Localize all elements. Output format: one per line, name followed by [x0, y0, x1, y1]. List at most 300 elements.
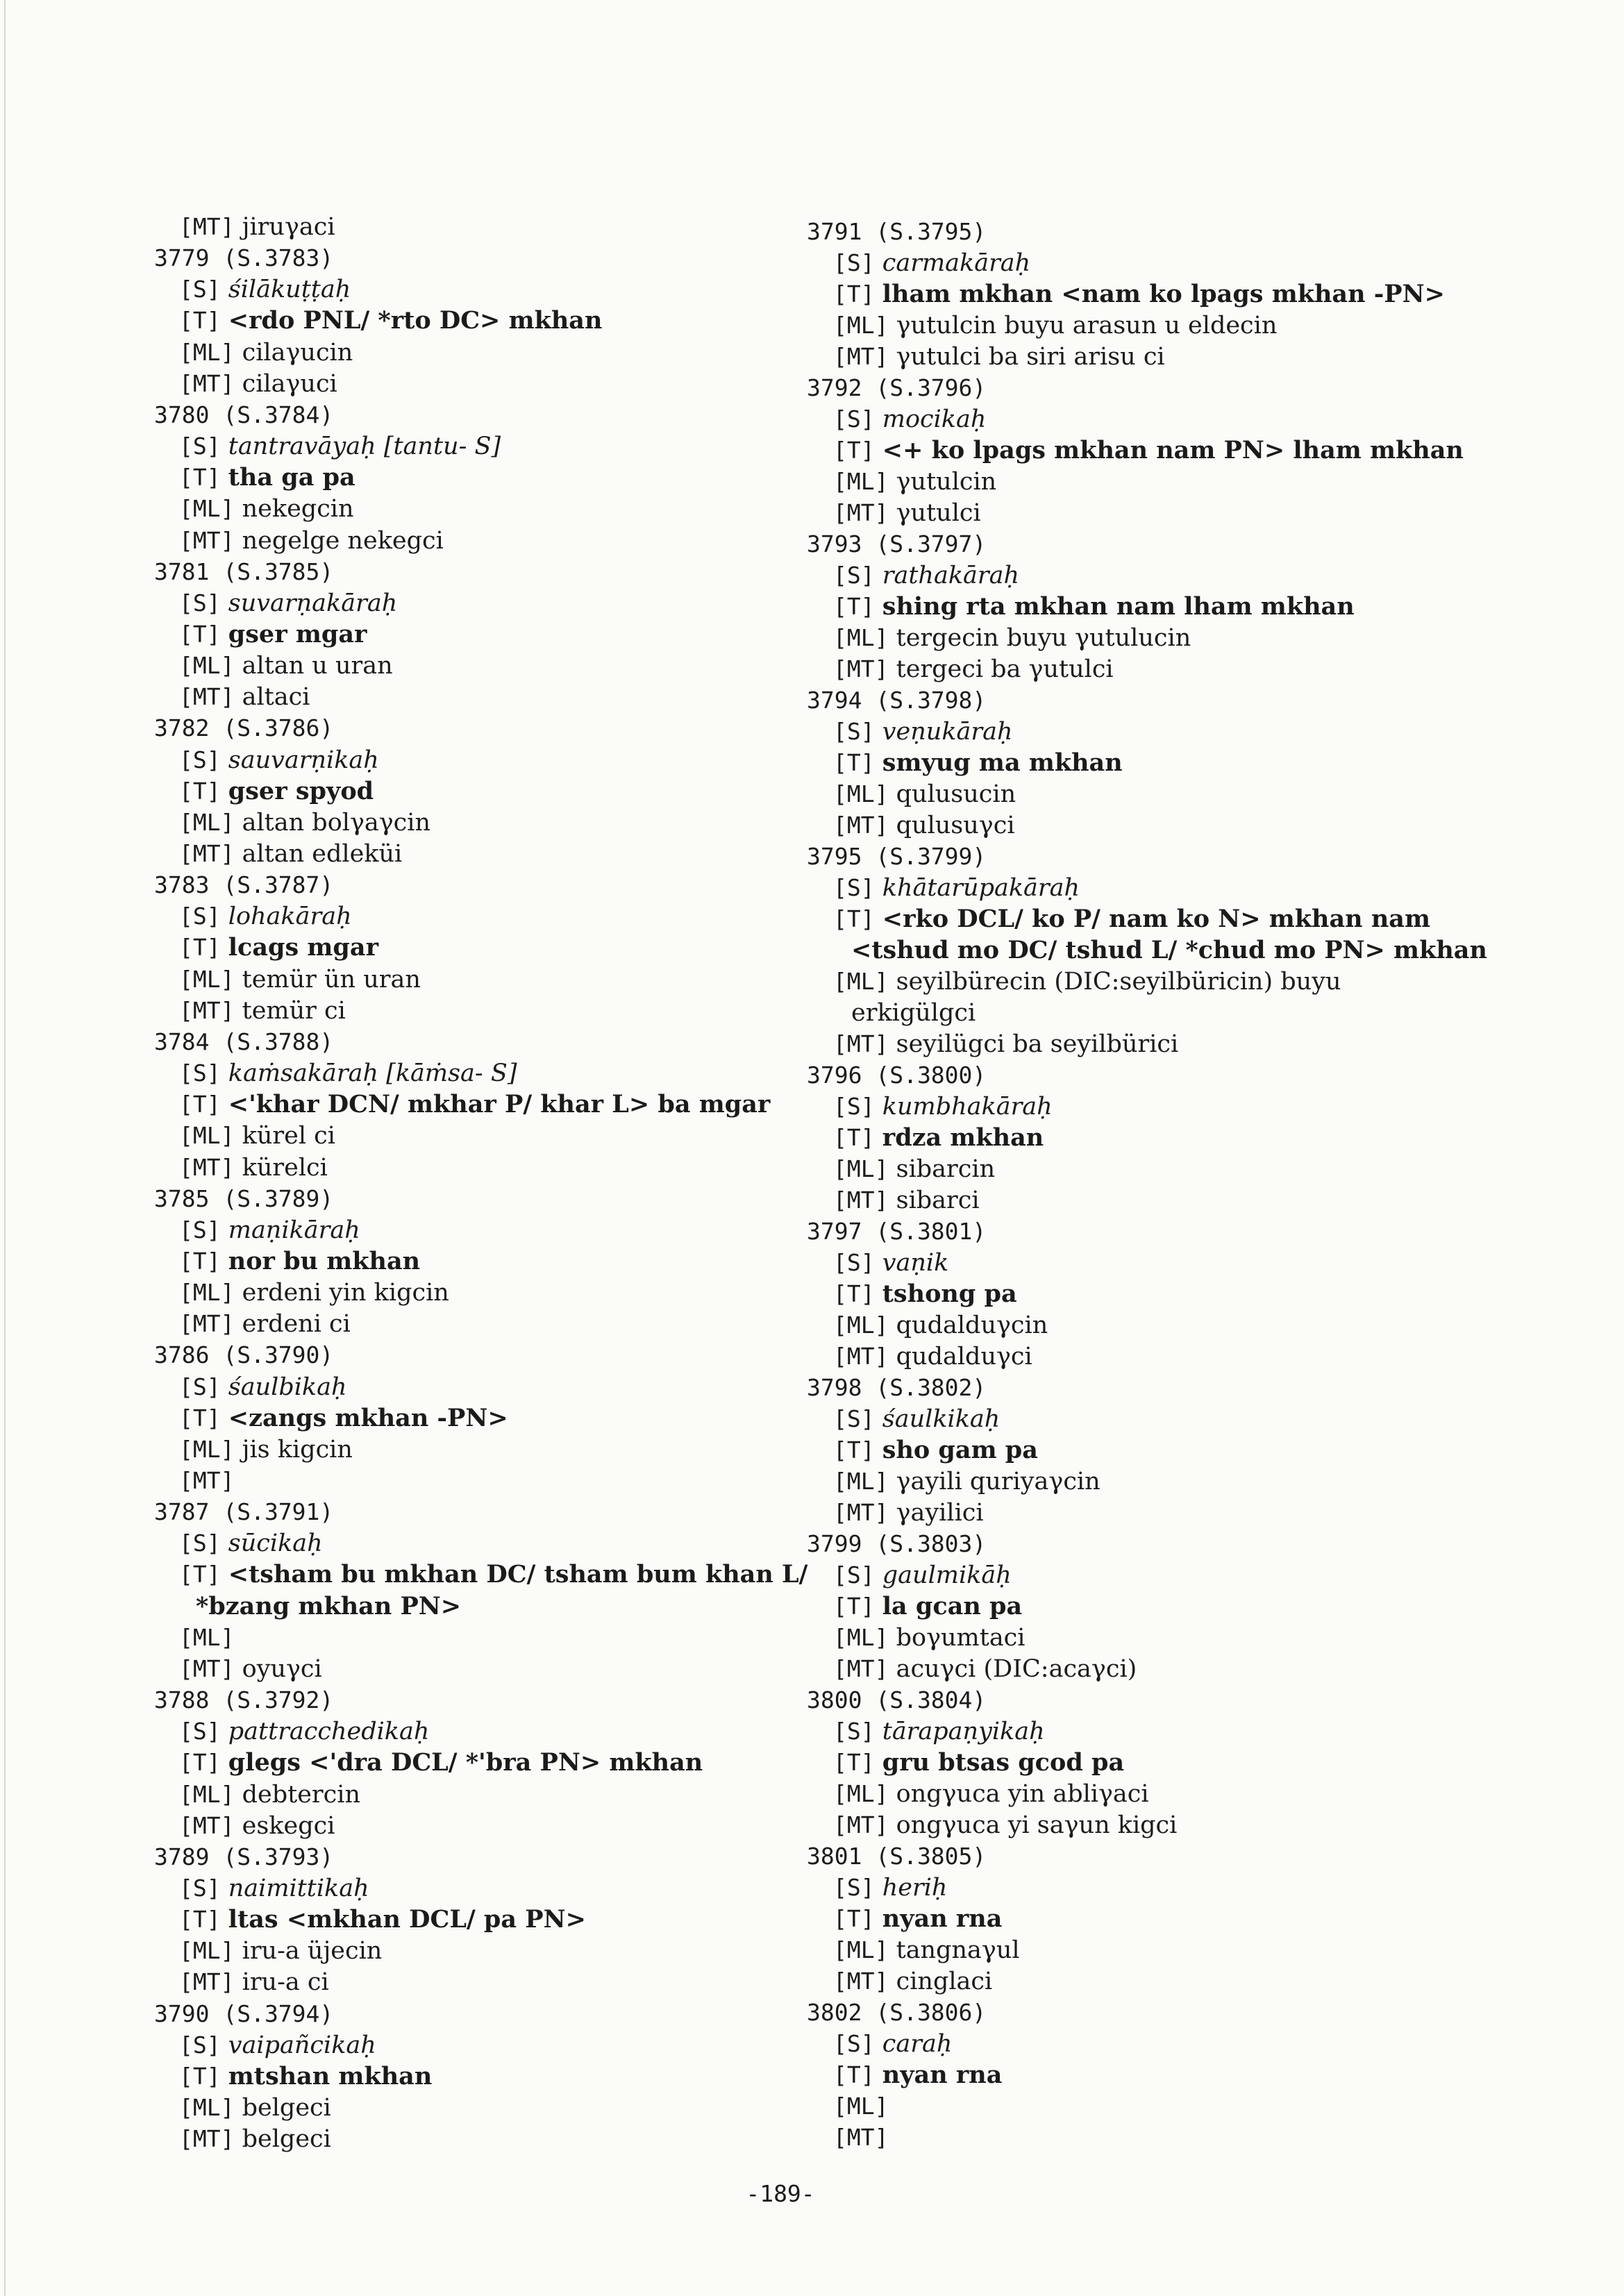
- field-tag: [MT]: [833, 1811, 889, 1838]
- field-value: mocikaḥ: [882, 405, 987, 433]
- entry-field: [179, 776, 374, 807]
- field-value: gser spyod: [228, 776, 374, 805]
- entry-number-text: 3792 (S.3796): [807, 374, 987, 401]
- entry-field: [179, 2124, 331, 2154]
- field-value: gser mgar: [228, 619, 367, 648]
- field-tag: [MT]: [179, 526, 235, 554]
- entry-continuation: [196, 1591, 461, 1622]
- entry-field: [833, 1810, 1177, 1841]
- field-value: <rko DCL/ ko P/ nam ko N> mkhan nam: [882, 905, 1430, 933]
- field-value: negelge nekegci: [242, 526, 444, 555]
- entry-number-text: 3796 (S.3800): [807, 1062, 987, 1089]
- field-tag: [T]: [833, 905, 875, 932]
- field-value: *bzang mkhan PN>: [196, 1591, 462, 1620]
- entry-field: [179, 1873, 369, 1904]
- entry-number-text: 3791 (S.3795): [807, 218, 987, 245]
- entry-field: [833, 2091, 888, 2122]
- field-tag: [S]: [179, 1216, 221, 1243]
- field-tag: [T]: [179, 1906, 221, 1934]
- field-tag: [MT]: [833, 499, 889, 526]
- entry-field: [179, 1372, 347, 1402]
- entry-number-text: 3798 (S.3802): [807, 1374, 987, 1401]
- entry-number-text: 3783 (S.3787): [154, 871, 334, 899]
- field-tag: [S]: [833, 874, 875, 901]
- entry-field: [179, 1967, 329, 1997]
- entry-number-text: 3802 (S.3806): [807, 1999, 987, 2026]
- entry-number: [807, 1685, 986, 1716]
- field-tag: [ML]: [833, 468, 889, 495]
- entry-field: [833, 2122, 888, 2153]
- entry-field: [833, 1654, 1137, 1684]
- entry-number: [154, 1842, 333, 1872]
- field-tag: [MT]: [833, 812, 889, 839]
- entry-number-text: 3784 (S.3788): [154, 1028, 334, 1055]
- field-value: γayilici: [896, 1499, 984, 1527]
- entry-field: [833, 279, 1445, 310]
- field-value: debtercin: [242, 1780, 360, 1809]
- entry-number-text: 3781 (S.3785): [154, 558, 334, 585]
- entry-field: [179, 1559, 807, 1590]
- field-value: tergecin buyu γutulucin: [896, 624, 1191, 652]
- entry-number: [807, 1216, 986, 1247]
- field-value: naimittikaḥ: [228, 1874, 369, 1902]
- entry-field: [833, 310, 1277, 341]
- field-tag: [MT]: [179, 1811, 235, 1839]
- field-value: lham mkhan <nam ko lpags mkhan -PN>: [882, 280, 1445, 308]
- field-tag: [S]: [833, 1874, 875, 1901]
- field-tag: [S]: [179, 1718, 221, 1745]
- field-value: lohakāraḥ: [228, 903, 352, 931]
- entry-number: [154, 1184, 333, 1214]
- entry-number: [807, 373, 986, 403]
- entry-number-text: 3794 (S.3798): [807, 687, 987, 714]
- entry-field: [833, 1872, 947, 1903]
- field-value: gaulmikāḥ: [882, 1561, 1012, 1589]
- field-tag: [MT]: [179, 213, 235, 240]
- field-value: suvarṇakāraḥ: [228, 589, 398, 617]
- entry-field: [833, 966, 1341, 997]
- field-tag: [ML]: [833, 968, 889, 995]
- entry-number: [807, 529, 986, 560]
- field-value: śilākuṭṭaḥ: [228, 276, 351, 304]
- entry-number: [154, 400, 333, 430]
- page-number: -189-: [746, 2180, 815, 2207]
- field-tag: [S]: [179, 903, 221, 930]
- field-tag: [S]: [833, 562, 875, 589]
- entry-field: [179, 1716, 429, 1747]
- entry-number-text: 3793 (S.3797): [807, 530, 987, 558]
- entry-field: [833, 654, 1114, 685]
- entry-number: [807, 1841, 986, 1872]
- entry-number-text: 3785 (S.3789): [154, 1184, 334, 1212]
- field-value: temür ci: [242, 996, 346, 1025]
- field-tag: [S]: [833, 1249, 875, 1276]
- entry-field: [833, 1435, 1038, 1466]
- entry-field: [833, 1591, 1022, 1622]
- field-tag: [ML]: [833, 1468, 889, 1495]
- field-tag: [T]: [179, 1749, 221, 1777]
- entry-field: [833, 1779, 1149, 1809]
- entry-field: [179, 274, 351, 305]
- entry-number: [154, 243, 333, 274]
- field-value: nekegcin: [242, 495, 354, 523]
- entry-field: [179, 1089, 770, 1120]
- field-value: jiruγaci: [242, 213, 335, 241]
- entry-number: [154, 1685, 333, 1716]
- entry-field: [179, 901, 352, 932]
- field-tag: [S]: [179, 1059, 221, 1087]
- entry-field: [833, 1091, 1053, 1122]
- entry-number-text: 3789 (S.3793): [154, 1843, 334, 1870]
- field-tag: [MT]: [179, 1968, 235, 1996]
- field-tag: [T]: [833, 437, 875, 464]
- field-tag: [S]: [833, 1718, 875, 1745]
- field-tag: [T]: [833, 1905, 875, 1932]
- field-tag: [T]: [833, 593, 875, 620]
- field-value: sūcikaḥ: [228, 1530, 323, 1558]
- field-value: γutulcin buyu arasun u eldecin: [896, 312, 1278, 340]
- field-value: la gcan pa: [882, 1592, 1023, 1620]
- field-value: ongγuca yi saγun kigci: [896, 1811, 1178, 1839]
- entry-field: [833, 1310, 1048, 1341]
- field-tag: [MT]: [179, 369, 235, 397]
- field-value: qudalduγcin: [896, 1312, 1048, 1339]
- field-tag: [S]: [179, 1530, 221, 1557]
- entry-field: [833, 1716, 1045, 1747]
- entry-field: [833, 1248, 948, 1278]
- field-value: sibarci: [896, 1187, 980, 1214]
- field-tag: [MT]: [179, 683, 235, 711]
- field-tag: [T]: [179, 1404, 221, 1432]
- field-tag: [MT]: [833, 1187, 889, 1214]
- field-tag: [ML]: [833, 1780, 889, 1807]
- field-value: veṇukāraḥ: [882, 718, 1013, 746]
- field-value: tergeci ba γutulci: [896, 655, 1114, 683]
- field-value: carmakāraḥ: [882, 249, 1031, 277]
- field-tag: [ML]: [833, 312, 889, 339]
- entry-number-text: 3795 (S.3799): [807, 843, 987, 870]
- entry-number: [154, 1497, 333, 1527]
- field-value: smyug ma mkhan: [882, 748, 1123, 777]
- entry-field: [833, 1404, 1000, 1434]
- entry-field: [179, 526, 444, 556]
- field-value: γayili quriyaγcin: [896, 1468, 1100, 1495]
- field-tag: [ML]: [179, 1623, 235, 1651]
- field-value: kaṁsakāraḥ [kāṁsa- S]: [228, 1059, 517, 1088]
- field-value: ltas <mkhan DCL/ pa PN>: [228, 1905, 586, 1934]
- entry-field: [179, 1779, 360, 1810]
- entry-number-text: 3800 (S.3804): [807, 1686, 987, 1713]
- entry-number-text: 3788 (S.3792): [154, 1686, 334, 1714]
- entry-field: [179, 212, 335, 242]
- entry-field: [179, 1246, 420, 1277]
- field-tag: [T]: [179, 777, 221, 805]
- field-tag: [S]: [833, 718, 875, 745]
- entry-number-text: 3799 (S.3803): [807, 1530, 987, 1557]
- field-tag: [S]: [179, 276, 221, 303]
- field-value: nyan rna: [882, 1904, 1003, 1933]
- field-tag: [T]: [179, 307, 221, 335]
- field-tag: [T]: [179, 934, 221, 962]
- entry-number-text: 3797 (S.3801): [807, 1218, 987, 1245]
- entry-field: [833, 1123, 1044, 1153]
- field-tag: [MT]: [833, 1499, 889, 1526]
- field-tag: [ML]: [833, 1155, 889, 1182]
- field-value: acuγci (DIC:acaγci): [896, 1655, 1137, 1683]
- entry-field: [179, 745, 379, 776]
- field-tag: [S]: [833, 249, 875, 276]
- field-value: qudalduγci: [896, 1343, 1032, 1371]
- field-value: qulusuγci: [896, 812, 1015, 839]
- field-value: cinglaci: [896, 1968, 993, 1995]
- field-tag: [MT]: [179, 1310, 235, 1338]
- field-tag: [S]: [833, 2030, 875, 2057]
- entry-field: [833, 1498, 984, 1528]
- entry-field: [179, 431, 501, 462]
- field-value: kürelci: [242, 1153, 328, 1182]
- field-tag: [T]: [833, 1749, 875, 1776]
- entry-field: [179, 932, 378, 963]
- field-tag: [MT]: [179, 996, 235, 1024]
- field-value: tshong pa: [882, 1280, 1017, 1308]
- entry-field: [833, 1904, 1002, 1934]
- entry-number: [154, 557, 333, 587]
- entry-number: [154, 1027, 333, 1057]
- field-tag: [S]: [179, 2031, 221, 2059]
- entry-number-text: 3782 (S.3786): [154, 714, 334, 742]
- entry-field: [179, 494, 354, 524]
- field-tag: [MT]: [833, 1968, 889, 1995]
- field-tag: [T]: [833, 280, 875, 308]
- entry-field: [179, 996, 346, 1026]
- entry-field: [833, 810, 1015, 841]
- field-tag: [MT]: [833, 655, 889, 682]
- field-tag: [MT]: [179, 840, 235, 867]
- entry-field: [179, 682, 310, 712]
- field-value: nyan rna: [882, 2061, 1003, 2089]
- field-tag: [MT]: [179, 2125, 235, 2153]
- field-tag: [S]: [179, 433, 221, 460]
- field-value: heriḥ: [882, 1874, 948, 1902]
- entry-field: [179, 2030, 376, 2061]
- field-value: cilaγucin: [242, 338, 353, 367]
- field-value: iru-a ci: [242, 1968, 329, 1997]
- field-tag: [ML]: [179, 808, 235, 836]
- entry-field: [833, 498, 981, 528]
- entry-field: [179, 1654, 322, 1684]
- entry-field: [179, 305, 602, 336]
- field-value: ongγuca yin abliγaci: [896, 1780, 1149, 1808]
- field-tag: [T]: [833, 1124, 875, 1151]
- field-value: seyilügci ba seyilbürici: [896, 1030, 1179, 1058]
- field-tag: [S]: [833, 1093, 875, 1120]
- field-value: jis kigcin: [242, 1435, 353, 1464]
- field-tag: [T]: [179, 1247, 221, 1275]
- field-value: nor bu mkhan: [228, 1246, 421, 1275]
- field-tag: [S]: [833, 405, 875, 433]
- entry-field: [179, 964, 421, 995]
- field-tag: [ML]: [179, 1279, 235, 1307]
- entry-field: [833, 1966, 992, 1997]
- field-value: maṇikāraḥ: [228, 1216, 360, 1244]
- field-tag: [ML]: [833, 1312, 889, 1339]
- field-tag: [ML]: [179, 652, 235, 680]
- field-tag: [MT]: [179, 1467, 235, 1494]
- field-value: erdeni yin kigcin: [242, 1279, 449, 1307]
- field-value: <'khar DCN/ mkhar P/ khar L> ba mgar: [228, 1090, 771, 1119]
- entry-field: [833, 1185, 980, 1216]
- field-value: qulusucin: [896, 780, 1016, 808]
- field-value: altan u uran: [242, 652, 393, 680]
- entry-field: [833, 748, 1123, 778]
- field-value: kürel ci: [242, 1122, 335, 1150]
- field-tag: [MT]: [833, 1030, 889, 1057]
- entry-field: [179, 588, 397, 619]
- entry-field: [179, 337, 353, 368]
- field-tag: [S]: [833, 1405, 875, 1432]
- entry-field: [833, 1341, 1032, 1372]
- entry-number-text: 3779 (S.3783): [154, 244, 334, 272]
- entry-field: [833, 2060, 1002, 2090]
- entry-field: [179, 1904, 586, 1935]
- entry-number: [807, 217, 986, 247]
- entry-number-text: 3790 (S.3794): [154, 2000, 334, 2027]
- entry-number: [807, 1373, 986, 1403]
- field-tag: [MT]: [833, 343, 889, 370]
- entry-field: [179, 1121, 335, 1151]
- field-value: sibarcin: [896, 1155, 996, 1183]
- field-tag: [ML]: [179, 2094, 235, 2121]
- field-tag: [S]: [179, 1874, 221, 1902]
- field-tag: [S]: [179, 1373, 221, 1400]
- entry-field: [179, 1309, 351, 1339]
- entry-field: [833, 904, 1430, 935]
- field-value: γutulci ba siri arisu ci: [896, 343, 1165, 371]
- entry-number: [807, 1997, 986, 2028]
- field-tag: [T]: [833, 1593, 875, 1620]
- entry-field: [179, 2061, 432, 2092]
- field-tag: [T]: [833, 1436, 875, 1464]
- entry-field: [833, 1029, 1178, 1059]
- entry-number: [807, 1529, 986, 1559]
- entry-number-text: 3786 (S.3790): [154, 1341, 334, 1369]
- field-tag: [ML]: [179, 1435, 235, 1463]
- entry-field: [179, 839, 402, 869]
- field-tag: [T]: [179, 464, 221, 492]
- field-tag: [T]: [179, 620, 221, 648]
- entry-field: [179, 1434, 353, 1465]
- field-value: sauvarṇikaḥ: [228, 746, 379, 774]
- field-value: oyuγci: [242, 1654, 322, 1683]
- field-value: rathakāraḥ: [882, 562, 1020, 589]
- field-value: rdza mkhan: [882, 1123, 1044, 1152]
- field-tag: [ML]: [833, 2093, 889, 2120]
- field-value: γutulcin: [896, 468, 997, 496]
- field-tag: [ML]: [179, 1780, 235, 1808]
- field-tag: [T]: [179, 1091, 221, 1118]
- field-value: belgeci: [242, 2125, 331, 2154]
- field-tag: [S]: [179, 589, 221, 617]
- field-value: iru-a üjecin: [242, 1937, 383, 1966]
- field-value: sho gam pa: [882, 1436, 1038, 1464]
- field-value: eskegci: [242, 1811, 335, 1840]
- field-value: <tshud mo DC/ tshud L/ *chud mo PN> mkhan: [851, 936, 1487, 964]
- field-tag: [S]: [833, 1561, 875, 1589]
- entry-number-text: 3780 (S.3784): [154, 401, 334, 428]
- field-value: lcags mgar: [228, 933, 379, 962]
- field-tag: [MT]: [179, 1654, 235, 1682]
- entry-field: [179, 1403, 508, 1434]
- entry-field: [179, 369, 337, 399]
- field-tag: [ML]: [179, 338, 235, 366]
- entry-number: [154, 1999, 333, 2029]
- field-tag: [ML]: [179, 1937, 235, 1965]
- entry-field: [833, 1560, 1012, 1591]
- entry-field: [833, 1466, 1100, 1497]
- entry-number-text: 3787 (S.3791): [154, 1498, 334, 1526]
- field-tag: [S]: [179, 746, 221, 773]
- entry-number-text: 3801 (S.3805): [807, 1843, 987, 1870]
- entry-number: [807, 685, 986, 716]
- field-value: gru btsas gcod pa: [882, 1748, 1125, 1777]
- field-tag: [ML]: [833, 1624, 889, 1651]
- entry-field: [833, 1154, 995, 1184]
- field-tag: [MT]: [179, 1153, 235, 1181]
- field-tag: [ML]: [833, 1936, 889, 1963]
- entry-continuation: [851, 935, 1487, 966]
- field-tag: [MT]: [833, 1343, 889, 1370]
- field-tag: [T]: [179, 1561, 221, 1589]
- entry-field: [179, 1748, 703, 1778]
- field-value: glegs <'dra DCL/ *'bra PN> mkhan: [228, 1748, 703, 1777]
- field-value: shing rta mkhan nam lham mkhan: [882, 592, 1355, 621]
- entry-number: [154, 870, 333, 900]
- entry-field: [179, 1936, 382, 1966]
- entry-field: [833, 435, 1464, 466]
- entry-field: [833, 1748, 1124, 1778]
- field-value: cilaγuci: [242, 369, 337, 398]
- field-value: belgeci: [242, 2094, 331, 2122]
- entry-field: [833, 560, 1019, 591]
- field-tag: [MT]: [833, 2124, 889, 2151]
- field-tag: [T]: [833, 1280, 875, 1307]
- field-tag: [ML]: [179, 965, 235, 993]
- entry-field: [833, 592, 1355, 622]
- entry-field: [179, 1623, 234, 1653]
- entry-field: [833, 623, 1191, 653]
- entry-field: [833, 1935, 1020, 1966]
- field-tag: [ML]: [179, 495, 235, 523]
- field-value: altan edleküi: [242, 840, 403, 868]
- entry-field: [179, 1058, 517, 1089]
- entry-number: [807, 1060, 986, 1091]
- entry-field: [179, 807, 430, 838]
- field-value: boγumtaci: [896, 1624, 1026, 1652]
- field-value: caraḥ: [882, 2030, 953, 2058]
- field-tag: [T]: [833, 749, 875, 776]
- entry-continuation: [851, 998, 976, 1028]
- entry-field: [833, 248, 1030, 278]
- field-tag: [ML]: [179, 1122, 235, 1150]
- entry-field: [179, 1811, 335, 1841]
- entry-field: [179, 1277, 449, 1308]
- entry-field: [833, 342, 1165, 372]
- field-value: γutulci: [896, 499, 981, 527]
- field-tag: [T]: [833, 2061, 875, 2088]
- entry-field: [833, 1623, 1025, 1653]
- entry-field: [179, 1466, 234, 1496]
- field-value: temür ün uran: [242, 965, 421, 994]
